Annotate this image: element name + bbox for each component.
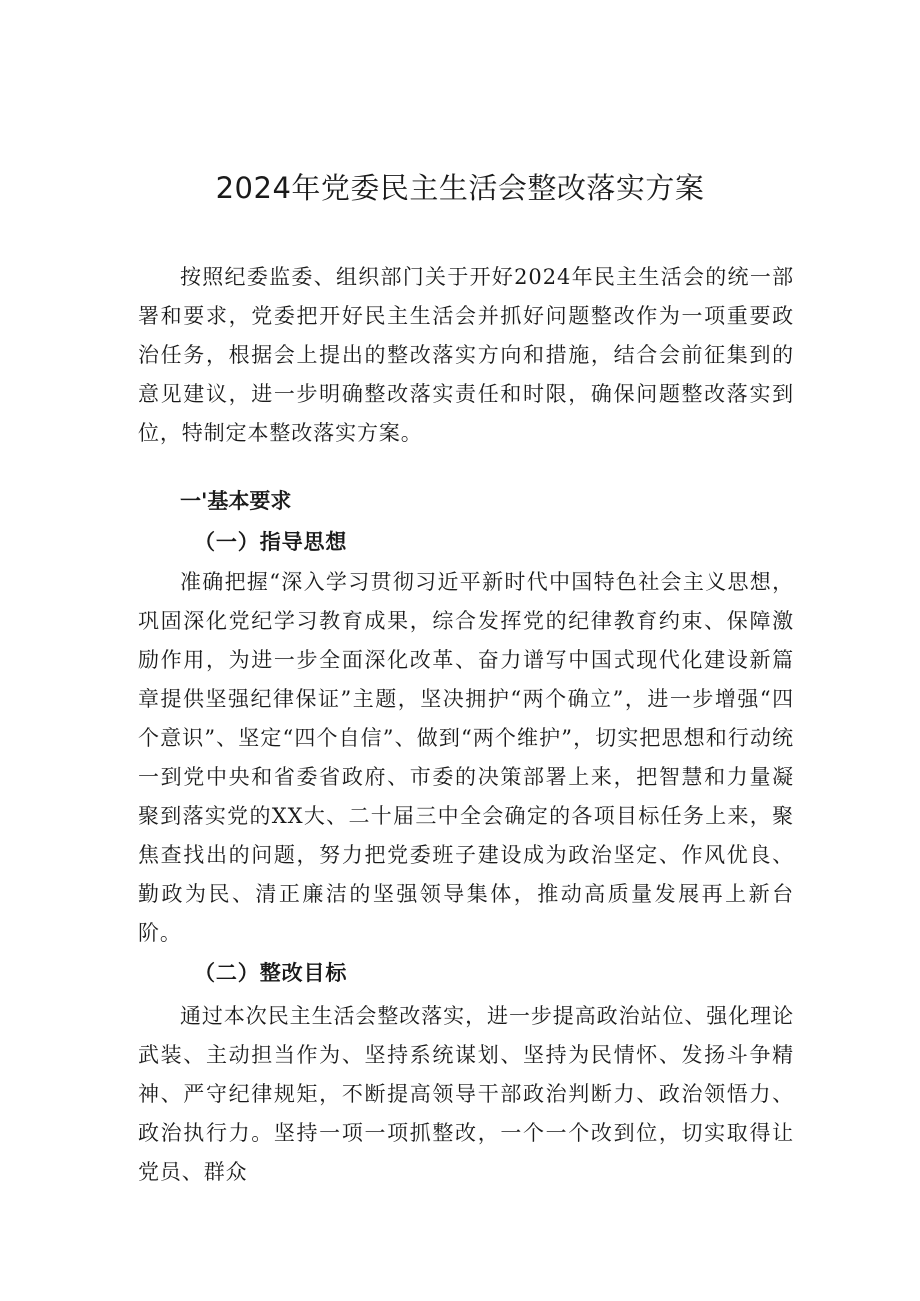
subsection-heading-rectification-goals: （二）整改目标 (194, 960, 348, 985)
section-heading-basic-requirements: 一'基本要求 (180, 489, 292, 513)
guiding-ideology-paragraph: 准确把握“深入学习贯彻习近平新时代中国特色社会主义思想，巩固深化党纪学习教育成果，综合发挥党的纪律教育约束、保障激励作用，为进一步全面深化改革、奋力谱写中国式现代化建设新篇章提供坚强纪律保证”主题，坚决拥护“两个确立”，进一步增强“四个意识”、坚定“四个自信”、做到“两个维护”，切实把思想和行动统一到党中央和省委省政府、市委的决策部署上来，把智慧和力量凝聚到落实党的XX大、二十届三中全会确定的各项目标任务上来，聚焦查找出的问题，努力把党委班子建设成为政治坚定、作风优良、勤政为民、清正廉洁的坚强领导集体，推动高质量发展再上新台阶。 (138, 570, 794, 945)
subsection-heading-guiding-ideology: （一）指导思想 (194, 529, 348, 554)
document-title: 2024年党委民主生活会整改落实方案 (215, 171, 705, 205)
intro-paragraph: 按照纪委监委、组织部门关于开好2024年民主生活会的统一部署和要求，党委把开好民主生活会并抓好问题整改作为一项重要政治任务，根据会上提出的整改落实方向和措施，结合会前征集到的意见建议，进一步明确整改落实责任和时限，确保问题整改落实到位，特制定本整改落实方案。 (138, 265, 794, 445)
rectification-goals-paragraph: 通过本次民主生活会整改落实，进一步提高政治站位、强化理论武装、主动担当作为、坚持系统谋划、坚持为民情怀、发扬斗争精神、严守纪律规矩，不断提高领导干部政治判断力、政治领悟力、政治执行力。坚持一项一项抓整改，一个一个改到位，切实取得让党员、群众 (138, 1004, 794, 1184)
